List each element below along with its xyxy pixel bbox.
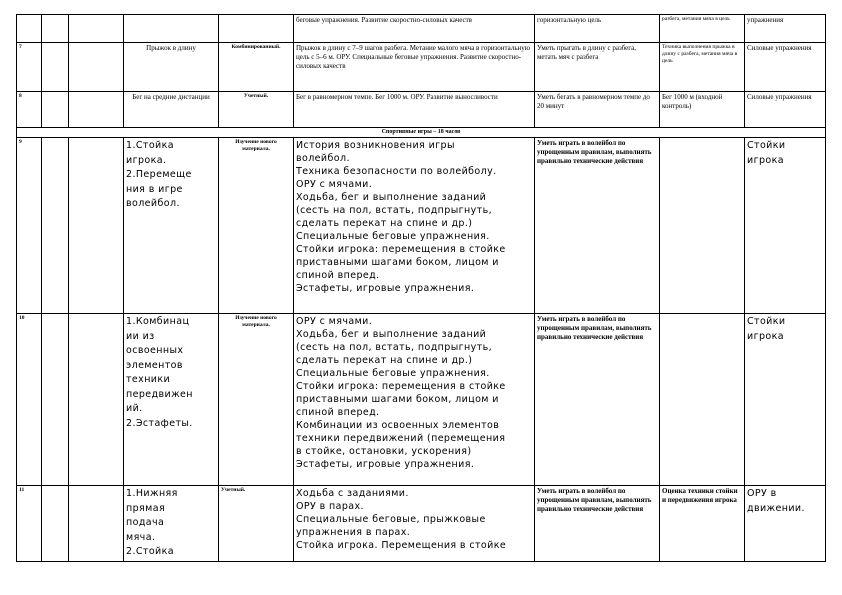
content-line: Ходьба, бег и выполнение заданий [296, 192, 487, 203]
content-line: ОРУ с мячами. [296, 179, 373, 190]
title-line: 1.Нижняя [126, 488, 178, 499]
title-line: 2.Стойка [126, 546, 174, 557]
title-line: техники [126, 374, 171, 385]
cell-homework [745, 486, 826, 562]
cell-type: Учетный. [219, 486, 294, 562]
cell-title: Прыжок в длину [124, 43, 219, 92]
cell-control: Оценка техники стойки и передвижения игрока [660, 486, 745, 562]
content-line: спиной вперед. [296, 407, 380, 418]
cell-control: Техника выполнения прыжка в длину с разбега, метания мяча в цель [660, 43, 745, 92]
content-line: (сесть на пол, встать, подпрыгнуть, [296, 205, 492, 216]
cell-num [17, 15, 42, 43]
table-row [17, 15, 826, 43]
cell-requirement: Уметь играть в волейбол по упрощенным правилам, выполнять правильно технические действия [535, 138, 660, 314]
cell-homework [745, 314, 826, 486]
cell-type: Учетный. [219, 92, 294, 128]
cell-content [294, 314, 535, 486]
title-line: 1.Стойка [126, 140, 174, 151]
cell-type: Изучение нового материала. [219, 314, 294, 486]
cell-type: Комбинированный. [219, 43, 294, 92]
content-line: приставными шагами боком, лицом и [296, 257, 499, 268]
title-line: волейбол. [126, 198, 180, 209]
title-line: 1.Комбинац [126, 316, 190, 327]
content-line: Эстафеты, игровые упражнения. [296, 283, 475, 294]
table-row [17, 92, 826, 128]
content-line: Стойка игрока. Перемещения в стойке [296, 540, 507, 551]
title-line: мяча. [126, 531, 156, 543]
title-line: передвижен [126, 388, 193, 400]
homework-line: движении. [747, 502, 805, 514]
content-line: Техника безопасности по волейболу. [296, 166, 497, 177]
title-line: ии из [126, 330, 155, 342]
content-line: Специальные беговые упражнения. [296, 368, 490, 379]
content-line: сделать перекат на спине и др.) [296, 218, 473, 229]
content-line: Специальные беговые упражнения. [296, 231, 490, 242]
content-line: Ходьба, бег и выполнение заданий [296, 329, 487, 340]
cell-requirement: Уметь играть в волейбол по упрощенным правилам, выполнять правильно технические действия [535, 486, 660, 562]
table-row [17, 486, 826, 562]
cell-homework [745, 138, 826, 314]
homework-line: Стойки [747, 316, 786, 327]
table-row [17, 43, 826, 92]
homework-line: игрока [747, 154, 784, 166]
title-line: освоенных [126, 345, 184, 356]
cell-title [124, 15, 219, 43]
title-line: 2.Эстафеты. [126, 417, 193, 429]
table-row [17, 314, 826, 486]
cell-title [124, 314, 219, 486]
cell-requirement: Уметь играть в волейбол по упрощенным правилам, выполнять правильно технические действия [535, 314, 660, 486]
cell-homework: Силовые упражнения [745, 92, 826, 128]
lesson-plan-table [16, 14, 826, 562]
cell-content [294, 486, 535, 562]
homework-line: ОРУ в [747, 488, 777, 499]
title-line: элементов [126, 359, 183, 371]
cell-date-fact [69, 314, 124, 486]
cell-num: 11 [17, 486, 42, 562]
cell-date-fact [69, 138, 124, 314]
cell-num: 10 [17, 314, 42, 486]
content-line: спиной вперед. [296, 270, 380, 281]
homework-line: Стойки [747, 140, 786, 151]
cell-requirement: Уметь бегать в равномерном темпе до 20 минут [535, 92, 660, 128]
content-line: Комбинации из освоенных элементов [296, 420, 500, 431]
cell-control [660, 138, 745, 314]
cell-content: Прыжок в длину с 7–9 шагов разбега. Метание малого мяча в горизонтальную цель с 5–6 м. ОРУ. Специальные беговые упражнения. Развитие скоростно-силовых качеств [294, 43, 535, 92]
cell-type: Изучение нового материала. [219, 138, 294, 314]
content-line: Эстафеты, игровые упражнения. [296, 459, 475, 470]
section-title: Спортивные игры – 18 часов [17, 128, 826, 138]
cell-control: разбега, метания мяча в цель [660, 15, 745, 43]
cell-control: Бег 1000 м (входной контроль) [660, 92, 745, 128]
cell-content [294, 138, 535, 314]
content-line: техники передвижений (перемещения [296, 433, 506, 444]
cell-requirement: горизонтальную цель [535, 15, 660, 43]
cell-content: Бег в равномерном темпе. Бег 1000 м. ОРУ. Развитие выносливости [294, 92, 535, 128]
content-line: в стойке, остановки, ускорения) [296, 446, 472, 457]
cell-title [124, 486, 219, 562]
content-line: упражнения в парах. [296, 527, 411, 538]
cell-title [124, 138, 219, 314]
content-line: Стойки игрока: перемещения в стойке [296, 381, 506, 392]
homework-line: игрока [747, 330, 784, 342]
cell-date [42, 138, 69, 314]
content-line: приставными шагами боком, лицом и [296, 394, 499, 405]
section-header-row [17, 128, 826, 138]
title-line: 2.Перемеще [126, 169, 192, 180]
cell-requirement: Уметь прыгать в длину с разбега, метать мяч с разбега [535, 43, 660, 92]
cell-control [660, 314, 745, 486]
cell-content: беговые упражнения. Развитие скоростно-силовых качеств [294, 15, 535, 43]
content-line: Стойки игрока: перемещения в стойке [296, 244, 506, 255]
cell-homework: Силовые упражнения [745, 43, 826, 92]
content-line: волейбол. [296, 153, 350, 164]
title-line: ий. [126, 403, 143, 414]
cell-date [42, 15, 69, 43]
cell-date [42, 314, 69, 486]
content-line: сделать перекат на спине и др.) [296, 355, 473, 366]
cell-homework: упражнения [745, 15, 826, 43]
content-line: Специальные беговые, прыжковые [296, 514, 486, 525]
table-row [17, 138, 826, 314]
title-line: прямая [126, 502, 166, 514]
content-line: Ходьба с заданиями. [296, 488, 409, 499]
cell-title: Бег на средние дистанции [124, 92, 219, 128]
cell-date-fact [69, 43, 124, 92]
cell-date [42, 43, 69, 92]
cell-date [42, 486, 69, 562]
title-line: игрока. [126, 154, 167, 166]
cell-date-fact [69, 92, 124, 128]
title-line: ния в игре [126, 183, 183, 195]
cell-num: 9 [17, 138, 42, 314]
content-line: (сесть на пол, встать, подпрыгнуть, [296, 342, 492, 353]
content-line: ОРУ с мячами. [296, 316, 373, 327]
cell-date [42, 92, 69, 128]
content-line: История возникновения игры [296, 140, 455, 151]
content-line: ОРУ в парах. [296, 501, 364, 512]
cell-num: 8 [17, 92, 42, 128]
cell-date-fact [69, 15, 124, 43]
cell-type [219, 15, 294, 43]
cell-date-fact [69, 486, 124, 562]
cell-num: 7 [17, 43, 42, 92]
title-line: подача [126, 517, 165, 528]
